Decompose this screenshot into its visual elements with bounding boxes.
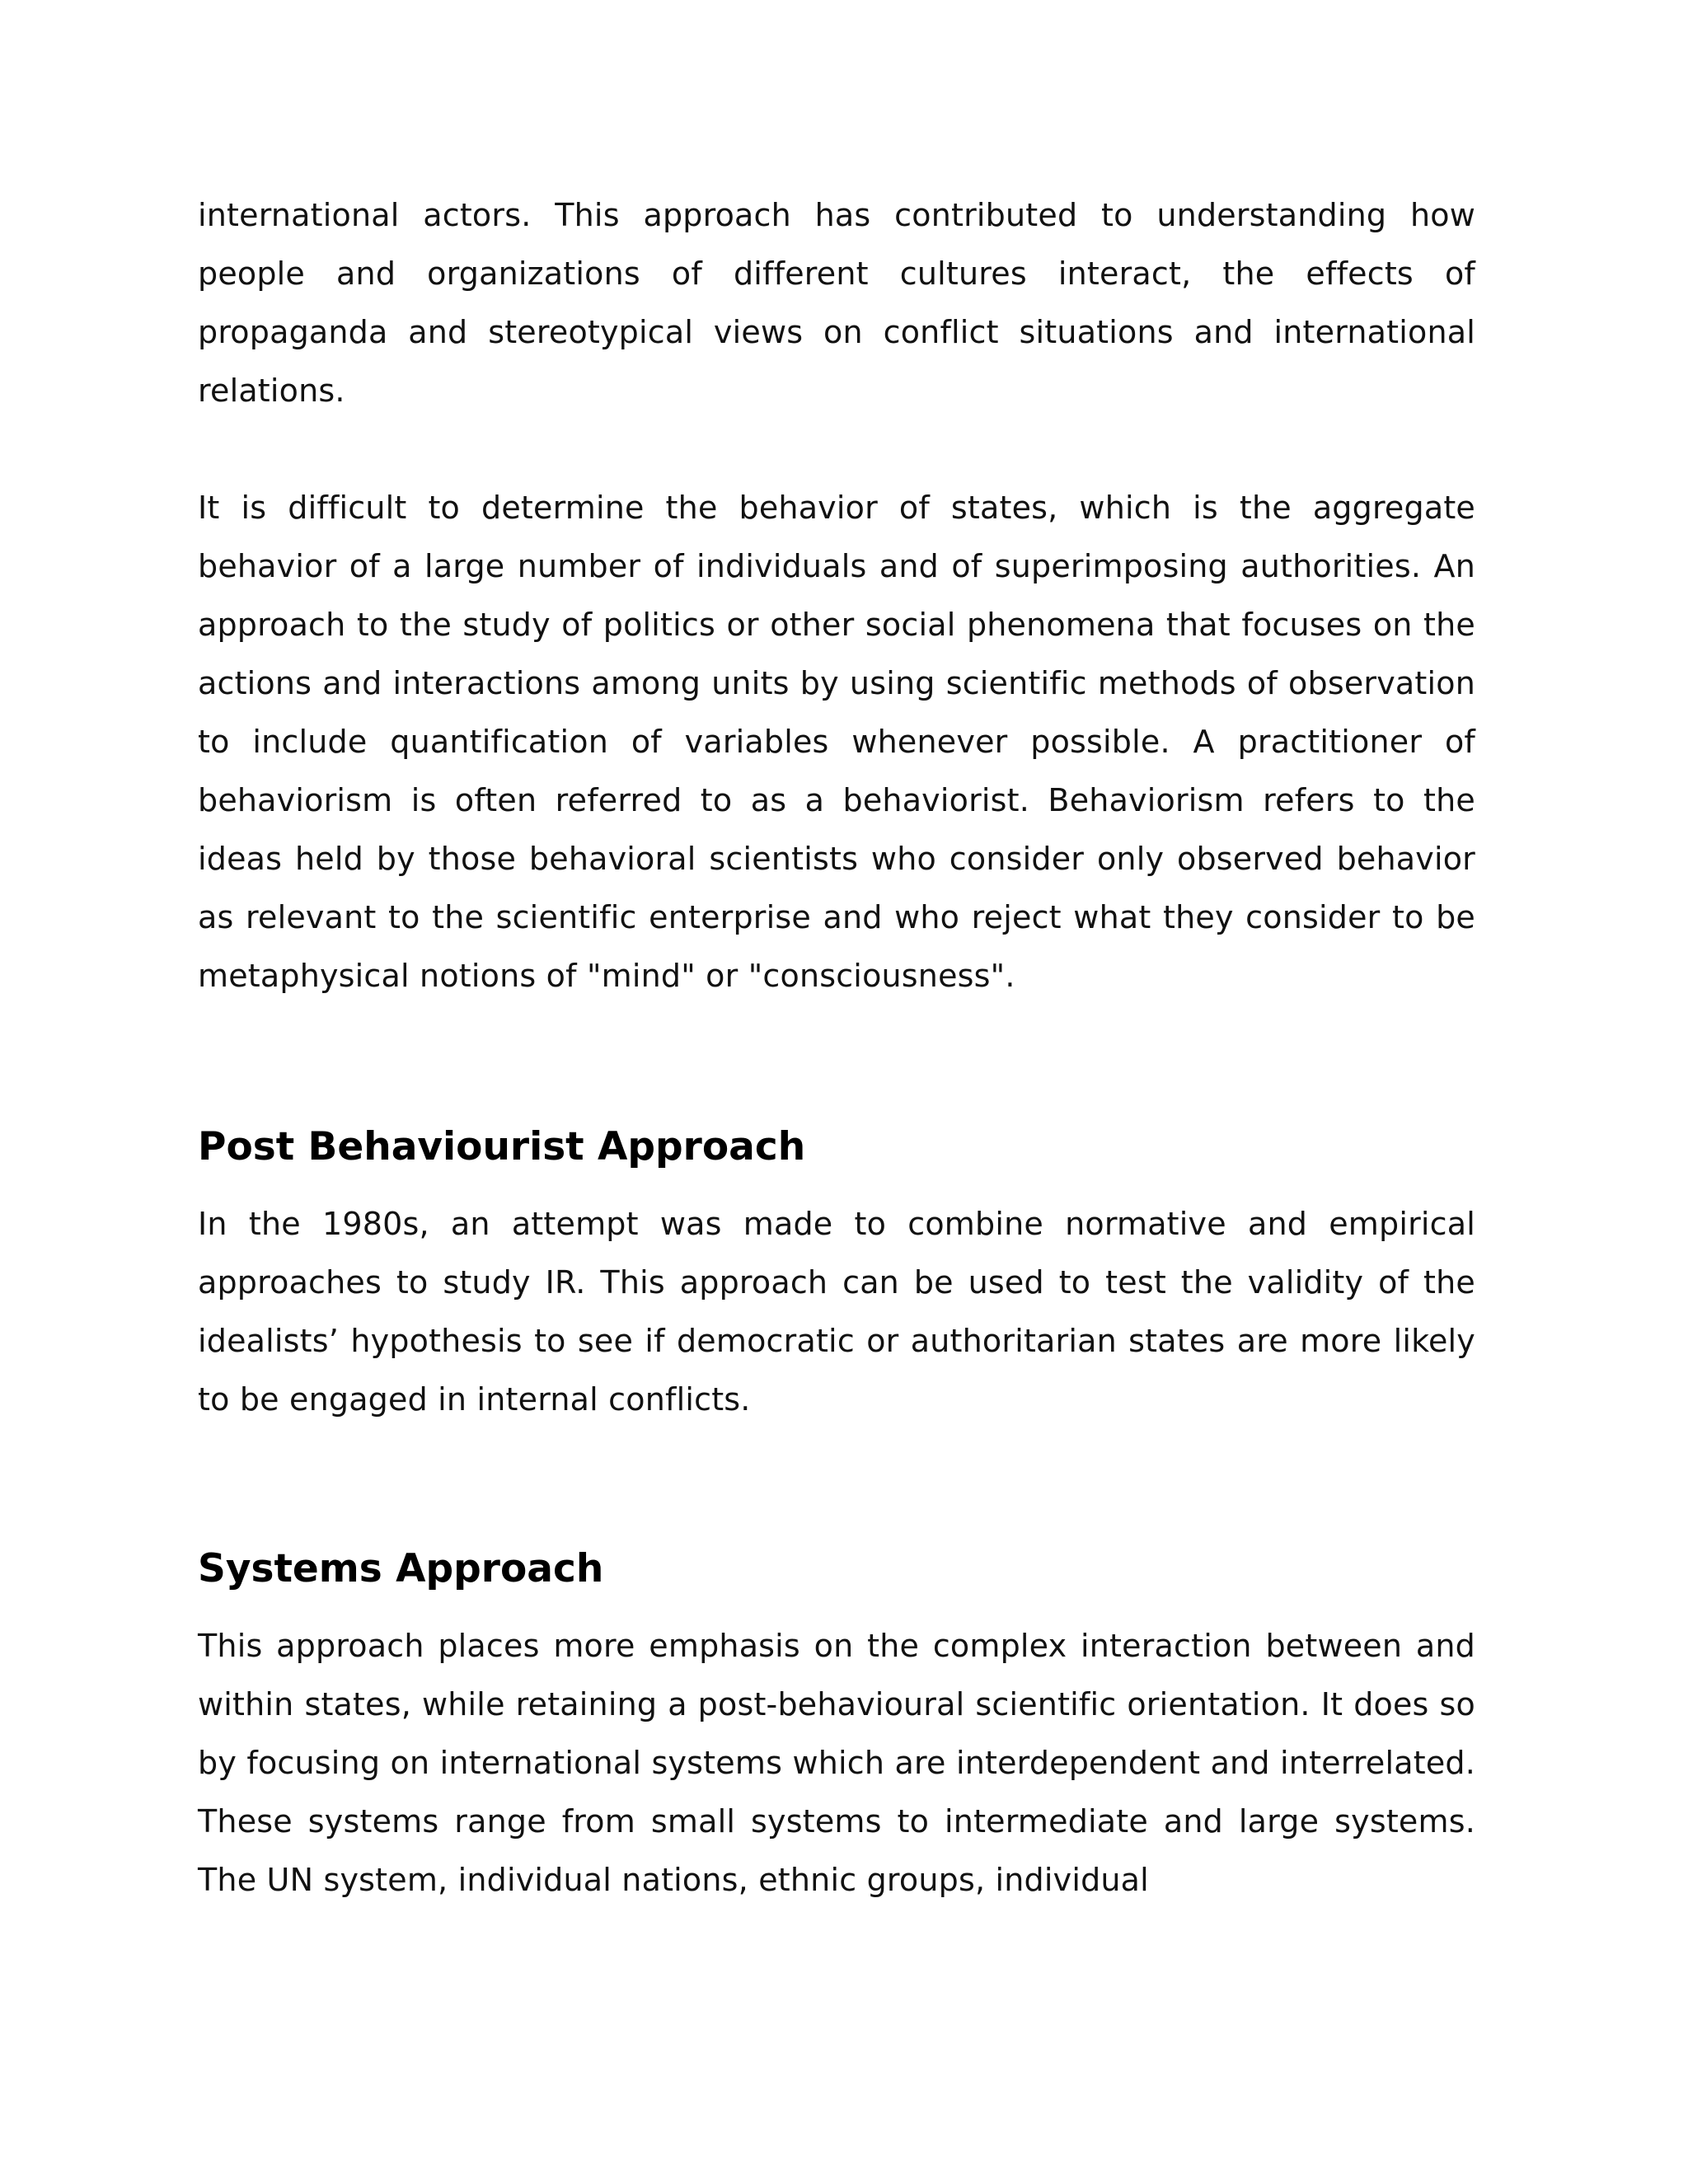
document-body bbox=[198, 186, 1475, 1910]
heading-post-behaviourist-approach: Post Behaviourist Approach bbox=[198, 1124, 806, 1169]
paragraph-post-behaviourist: In the 1980s, an attempt was made to combine normative and empirical approaches to study IR. This approach can be used to test the validity of the idealists’ hypothesis to see if democratic or authoritarian states are more likely to be engaged in internal conflicts. bbox=[198, 1206, 1475, 1418]
heading-systems-approach: Systems Approach bbox=[198, 1546, 604, 1591]
paragraph-systems-approach: This approach places more emphasis on the complex interaction between and within states, while retaining a post-behavioural scientific orientation. It does so by focusing on international systems which are interdependent and interrelated. These systems range from small systems to intermediate and large systems. The UN system, individual nations, ethnic groups, individual bbox=[198, 1628, 1475, 1898]
paragraph-behavior-of-states: It is difficult to determine the behavior of states, which is the aggregate behavior of a large number of individuals and of superimposing authorities. An approach to the study of politics or other social phenomena that focuses on the actions and interactions among units by using scientific methods of observation to include quantification of variables whenever possible. A practitioner of behaviorism is often referred to as a behaviorist. Behaviorism refers to the ideas held by those behavioral scientists who consider only observed behavior as relevant to the scientific enterprise and who reject what they consider to be metaphysical notions of "mind" or "consciousness". bbox=[198, 490, 1475, 994]
paragraph-international-actors: international actors. This approach has contributed to understanding how people and organizations of different cultures interact, the effects of propaganda and stereotypical views on conflict situations and international relations. bbox=[198, 197, 1475, 409]
